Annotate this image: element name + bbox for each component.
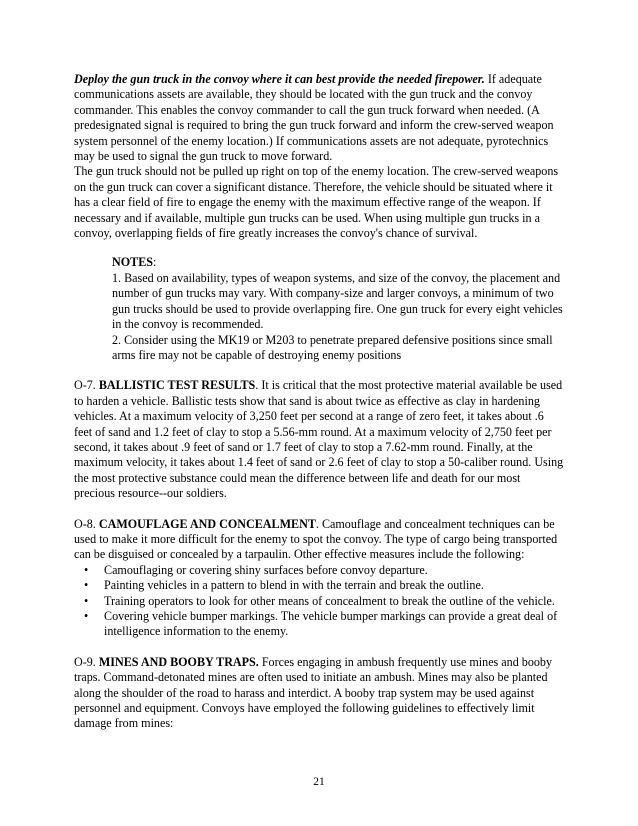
o9-number: O-9. — [74, 654, 99, 669]
list-item — [84, 562, 564, 578]
o8-heading: CAMOUFLAGE AND CONCEALMENT — [98, 516, 316, 531]
list-item — [84, 609, 564, 640]
section-o9 — [74, 655, 564, 732]
list-item — [84, 578, 564, 593]
bullet-icon: • — [84, 578, 89, 593]
section-o7 — [74, 378, 564, 501]
bullet-icon: • — [84, 562, 89, 577]
o8-text: . Camouflage and concealment techniques can be used to make it more difficult for the enemy to spot the convoy. The type of cargo being transported can be disguised or concealed by a tarpaulin. Other effective measures include the following: — [74, 516, 558, 562]
notes-heading: NOTES — [112, 255, 153, 270]
note-2: 2. Consider using the MK19 or M203 to penetrate prepared defensive positions since small arms fire may not be capable of destroying enemy positions — [112, 332, 553, 362]
o7-text: . It is critical that the most protective material available be used to harden a vehicle. Ballistic tests show that sand is about twice as effective as clay in hardening vehicles. At a maximum velocity of 3,250 feet per second at a range of zero feet, it takes about .6 feet of sand and 1.2 feet of clay to stop a 5.56-mm round. At a maximum velocity of 2,750 feet per second, it takes about .9 feet of sand or 1.7 feet of clay to stop a 7.62-mm round. Finally, at the maximum velocity, it takes about 1.4 feet of sand or 2.6 feet of clay to stop a 50-caliber round. Using the most protective substance could mean the difference between life and death for our most precious resource--our soldiers. — [74, 378, 564, 501]
notes-block — [112, 255, 564, 363]
concealment-list — [74, 563, 564, 640]
section-o8 — [74, 517, 564, 563]
intro-paragraph — [74, 72, 564, 164]
list-item-text: Training operators to look for other means of concealment to break the outline of the vehicle. — [104, 593, 555, 608]
o9-heading: MINES AND BOOBY TRAPS. — [98, 654, 259, 669]
o9-text: Forces engaging in ambush frequently use mines and booby traps. Command-detonated mines are often used to initiate an ambush. Mines may also be planted along the shoulder of the road to harass and interdict. A booby trap system may be used against personnel and equipment. Convoys have employed the following guidelines to effectively limit damage from mines: — [74, 654, 553, 731]
list-item-text: Covering vehicle bumper markings. The vehicle bumper markings can provide a great deal of intelligence information to the enemy. — [104, 609, 558, 639]
list-item-text: Camouflaging or covering shiny surfaces before convoy departure. — [104, 562, 428, 577]
o8-number: O-8. — [74, 516, 99, 531]
intro-text: If adequate communications assets are available, they should be located with the gun truck and the convoy commander. This enables the convoy commander to call the gun truck forward when needed. (A predesignated signal is required to bring the gun truck forward and inform the crew-served weapon system personnel of the enemy location.) If communications assets are not adequate, pyrotechnics may be used to signal the gun truck to move forward. — [74, 72, 554, 164]
gun-truck-paragraph: The gun truck should not be pulled up right on top of the enemy location. The crew-served weapons on the gun truck can cover a significant distance. Therefore, the vehicle should be situated where it has a clear field of fire to engage the enemy with the maximum effective range of the weapon. If necessary and if available, multiple gun trucks can be used. When using multiple gun trucks in a convoy, overlapping fields of fire greatly increases the convoy's chance of survival. — [74, 164, 559, 241]
notes-colon: : — [153, 255, 157, 270]
list-item-text: Painting vehicles in a pattern to blend in with the terrain and break the outline. — [104, 578, 484, 593]
o7-heading: BALLISTIC TEST RESULTS — [98, 378, 256, 393]
list-item — [84, 593, 564, 609]
o7-number: O-7. — [74, 378, 99, 393]
bullet-icon: • — [84, 593, 89, 608]
body-column — [74, 72, 564, 732]
page-number: 21 — [313, 776, 325, 788]
bullet-icon: • — [84, 609, 89, 623]
intro-lead: Deploy the gun truck in the convoy where it can best provide the needed firepower. — [74, 72, 485, 86]
notes-heading-line — [112, 255, 564, 270]
note-1: 1. Based on availability, types of weapon systems, and size of the convoy, the placement and number of gun trucks may vary. With company-size and larger convoys, a minimum of two gun trucks should be used to provide overlapping fire. One gun truck for every eight vehicles in the convoy is recommended. — [112, 270, 563, 332]
